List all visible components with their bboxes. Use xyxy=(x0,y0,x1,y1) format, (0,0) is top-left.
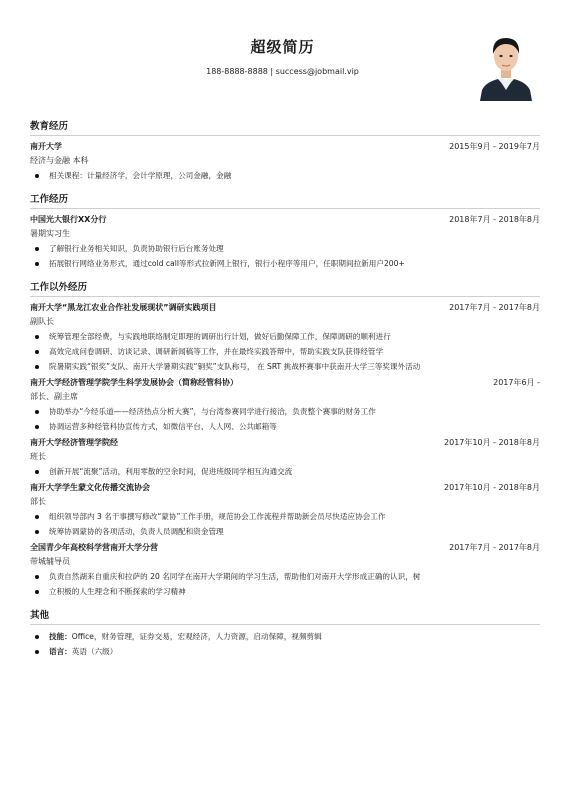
bullet-dot-icon xyxy=(35,410,39,414)
list-item: 组织领导部内 3 名干事撰写修改“蒙协”工作手册，规范协会工作流程并帮助新会员尽快适应协会工作 xyxy=(30,511,540,522)
list-item: 院暑期实践“银奖”支队、南开大学暑期实践“铜奖”支队称号， 在 SRT 挑战杯赛事中获南开大学三等奖课外活动 xyxy=(30,361,540,372)
portrait-image xyxy=(476,30,536,101)
language-text: 英语（六级） xyxy=(71,647,118,656)
entry-date: 2017年6月 - xyxy=(493,378,540,387)
entry-role: 副队长 xyxy=(30,317,54,326)
education-section xyxy=(30,118,540,181)
list-item: 统筹协调蒙协的各项活动，负责人员调配和资金管理 xyxy=(30,526,540,537)
list-item: 高效完成问卷调研、访谈记录、调研新闻稿等工作，并在最终实践答辩中，帮助实践支队获得经管学 xyxy=(30,346,540,357)
skills-label: 技能： xyxy=(49,632,72,641)
contact-info: 188-8888-8888 | success@jobmail.vip xyxy=(206,67,359,76)
language-item xyxy=(30,646,540,657)
bullet-dot-icon xyxy=(35,635,39,639)
profile-photo xyxy=(476,30,536,101)
list-item: 创新开展“流聚”活动，利用零散的空余时间，促进班级同学相互沟通交流 xyxy=(30,466,540,477)
bullet-dot-icon xyxy=(35,262,39,266)
resume-body xyxy=(30,108,540,661)
list-item: 协助举办“今经乐道——经济热点分析大赛”，与台湾参赛同学进行接洽，负责整个赛事的财务工作 xyxy=(30,406,540,417)
list-item: 立积极的人生理念和不断探索的学习精神 xyxy=(30,586,540,597)
entry-organization: 南开大学 xyxy=(30,142,62,151)
entry-organization: 南开大学学生蒙文化传播交流协会 xyxy=(30,483,150,492)
extra-entry xyxy=(30,482,540,537)
bullet-dot-icon xyxy=(35,247,39,251)
skills-item xyxy=(30,631,540,642)
entry-date: 2017年7月 - 2017年8月 xyxy=(449,303,540,312)
bullet-dot-icon xyxy=(35,515,39,519)
skills-text: Office，财务管理，证券交易，宏观经济，人力资源，启动保障，视频剪辑 xyxy=(71,632,322,641)
entry-organization: 南开大学“黑龙江农业合作社发展现状”调研实践项目 xyxy=(30,303,217,312)
work-section xyxy=(30,191,540,269)
entry-role: 暑期实习生 xyxy=(30,229,70,238)
list-item: 拓展银行网络业务形式，通过cold call等形式拉新网上银行，银行小程序等用户，任职期间拉新用户200+ xyxy=(30,258,540,269)
bullet-dot-icon xyxy=(35,335,39,339)
entry-role: 部长 xyxy=(30,497,46,506)
language-label: 语言： xyxy=(49,647,72,656)
entry-date: 2017年10月 - 2018年8月 xyxy=(444,438,540,447)
section-title-education: 教育经历 xyxy=(30,118,540,136)
bullet-dot-icon xyxy=(35,425,39,429)
other-section xyxy=(30,607,540,657)
list-item: 相关课程：计量经济学，会计学原理，公司金融，金融 xyxy=(30,170,540,181)
extracurricular-section xyxy=(30,279,540,597)
bullet-dot-icon xyxy=(35,650,39,654)
section-title-extra: 工作以外经历 xyxy=(30,279,540,297)
bullet-dot-icon xyxy=(35,365,39,369)
entry-organization: 南开大学经济管理学院学生科学发展协会（简称经管科协） xyxy=(30,378,238,387)
entry-organization: 全国青少年高校科学营南开大学分营 xyxy=(30,543,158,552)
candidate-name: 超级简历 xyxy=(250,38,315,56)
list-item: 了解银行业务相关知识，负责协助银行后台账务处理 xyxy=(30,243,540,254)
extra-entry xyxy=(30,542,540,597)
entry-date: 2017年7月 - 2017年8月 xyxy=(449,543,540,552)
entry-organization: 南开大学经济管理学院经 xyxy=(30,438,118,447)
bullet-dot-icon xyxy=(35,174,39,178)
extra-entry xyxy=(30,437,540,477)
entry-date: 2017年10月 - 2018年8月 xyxy=(444,483,540,492)
bullet-dot-icon xyxy=(35,530,39,534)
list-item: 协调运营多种经管科协宣传方式，如微信平台、人人网、公共邮箱等 xyxy=(30,421,540,432)
list-item: 统筹管理全部经费，与实践地联络制定即理的调研出行计划，做好后勤保障工作，保障调研的顺利进行 xyxy=(30,331,540,342)
work-entry xyxy=(30,214,540,269)
entry-role: 部长、副主席 xyxy=(30,392,78,401)
entry-date: 2015年9月 - 2019年7月 xyxy=(449,142,540,151)
entry-role: 带城辅导员 xyxy=(30,557,70,566)
entry-date: 2018年7月 - 2018年8月 xyxy=(449,215,540,224)
extra-entry xyxy=(30,302,540,372)
bullet-dot-icon xyxy=(35,470,39,474)
bullet-dot-icon xyxy=(35,350,39,354)
section-title-work: 工作经历 xyxy=(30,191,540,209)
section-title-other: 其他 xyxy=(30,607,540,625)
entry-organization: 中国光大银行XX分行 xyxy=(30,215,107,224)
bullet-dot-icon xyxy=(35,575,39,579)
bullet-dot-icon xyxy=(35,590,39,594)
entry-role: 经济与金融 本科 xyxy=(30,156,89,165)
extra-entry xyxy=(30,377,540,432)
list-item: 负责自然湖来自重庆和拉萨的 20 名同学在南开大学期间的学习生活，帮助他们对南开大学形成正确的认识，树 xyxy=(30,571,540,582)
education-entry xyxy=(30,141,540,181)
entry-role: 班长 xyxy=(30,452,46,461)
